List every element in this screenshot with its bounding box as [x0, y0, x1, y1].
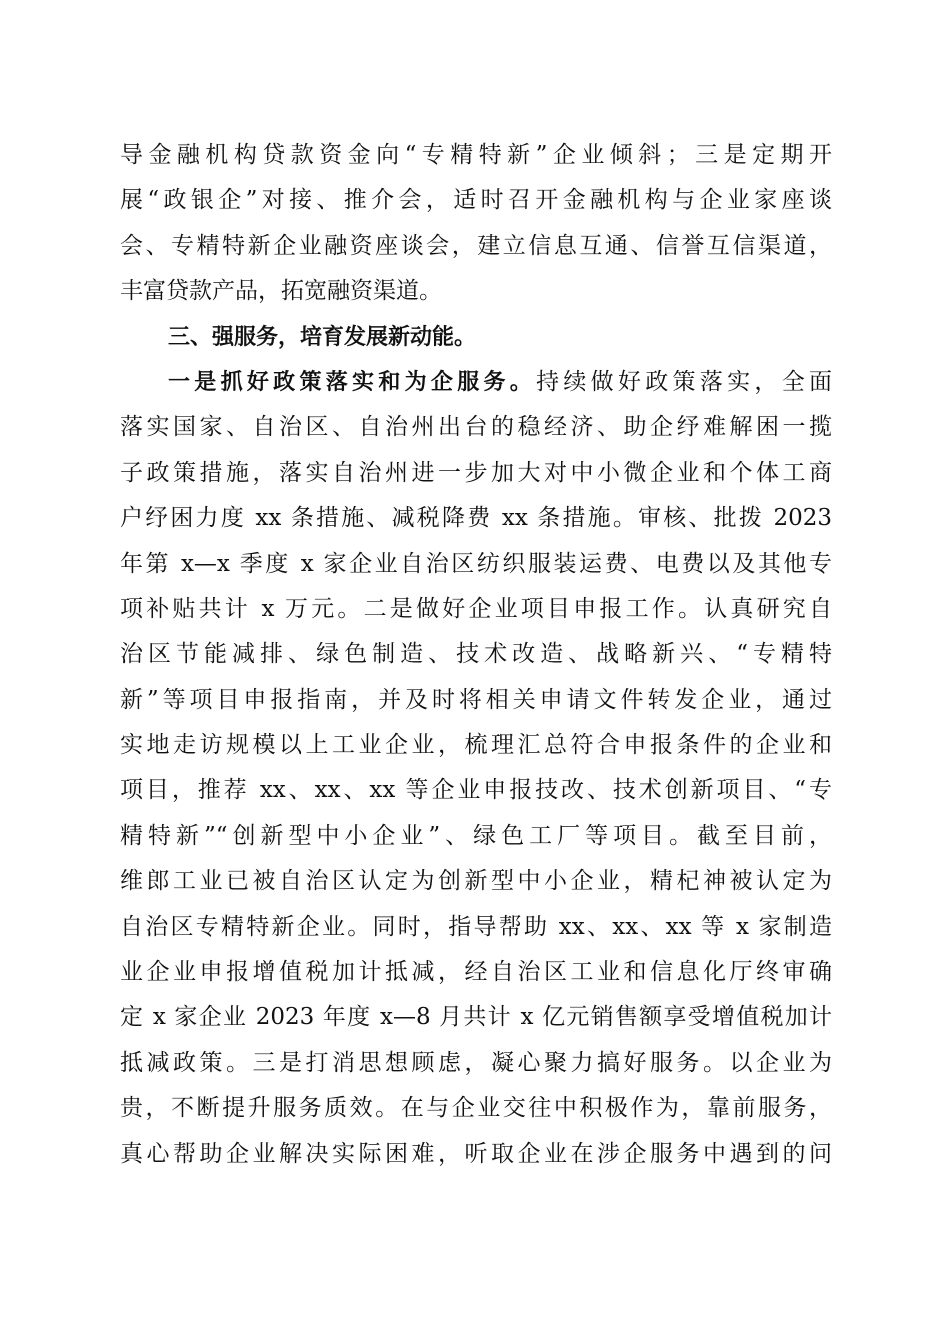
paragraph-2-line: 治区节能减排、绿色制造、技术改造、战略新兴、“专精特	[120, 641, 832, 668]
paragraph-2-line: 维郎工业已被自治区认定为创新型中小企业，精杞神被认定为	[120, 868, 832, 895]
paragraph-2-line-1	[120, 360, 832, 405]
paragraph-2-line: 贵，不断提升服务质效。在与企业交往中积极作为，靠前服务，	[120, 1095, 832, 1122]
paragraph-2-line: 实地走访规模以上工业企业，梳理汇总符合申报条件的企业和	[120, 732, 832, 759]
paragraph-2-line: 项补贴共计 x 万元。二是做好企业项目申报工作。认真研究自	[120, 595, 832, 622]
paragraph-2-lead: 一是抓好政策落实和为企服务。	[168, 369, 537, 395]
paragraph-2-line: 定 x 家企业 2023 年度 x—8 月共计 x 亿元销售额享受增值税加计	[120, 1004, 832, 1031]
paragraph-2-line: 项目，推荐 xx、xx、xx 等企业申报技改、技术创新项目、“专	[120, 777, 832, 804]
paragraph-2-line: 自治区专精特新企业。同时，指导帮助 xx、xx、xx 等 x 家制造	[120, 913, 832, 940]
paragraph-2-line: 户纾困力度 xx 条措施、减税降费 xx 条措施。审核、批拨 2023	[120, 505, 832, 532]
paragraph-1-line-1: 导金融机构贷款资金向“专精特新”企业倾斜；三是定期开	[120, 142, 832, 168]
section-heading: 三、强服务，培育发展新动能。	[168, 324, 477, 350]
paragraph-2-line: 新”等项目申报指南，并及时将相关申请文件转发企业，通过	[120, 686, 832, 713]
document-body	[120, 133, 832, 1177]
paragraph-2-line: 业企业申报增值税加计抵减，经自治区工业和信息化厅终审确	[120, 959, 832, 986]
paragraph-1-line-4: 丰富贷款产品，拓宽融资渠道。	[120, 278, 442, 305]
paragraph-2-line: 子政策措施，落实自治州进一步加大对中小微企业和个体工商	[120, 459, 832, 486]
paragraph-2-first-line-rest: 持续做好政策落实，全面	[536, 368, 832, 395]
paragraph-2-line: 真心帮助企业解决实际困难，听取企业在涉企服务中遇到的问	[120, 1140, 832, 1167]
paragraph-1-line-3: 会、专精特新企业融资座谈会，建立信息互通、信誉互信渠道，	[120, 232, 832, 259]
paragraph-1-line-2: 展“政银企”对接、推介会，适时召开金融机构与企业家座谈	[120, 187, 832, 214]
paragraph-2-line: 年第 x—x 季度 x 家企业自治区纺织服装运费、电费以及其他专	[120, 550, 832, 577]
paragraph-2-line: 抵减政策。三是打消思想顾虑，凝心聚力搞好服务。以企业为	[120, 1049, 832, 1076]
paragraph-2-line: 落实国家、自治区、自治州出台的稳经济、助企纾难解困一揽	[120, 414, 832, 441]
paragraph-2-line: 精特新”“创新型中小企业”、绿色工厂等项目。截至目前，	[120, 822, 832, 849]
